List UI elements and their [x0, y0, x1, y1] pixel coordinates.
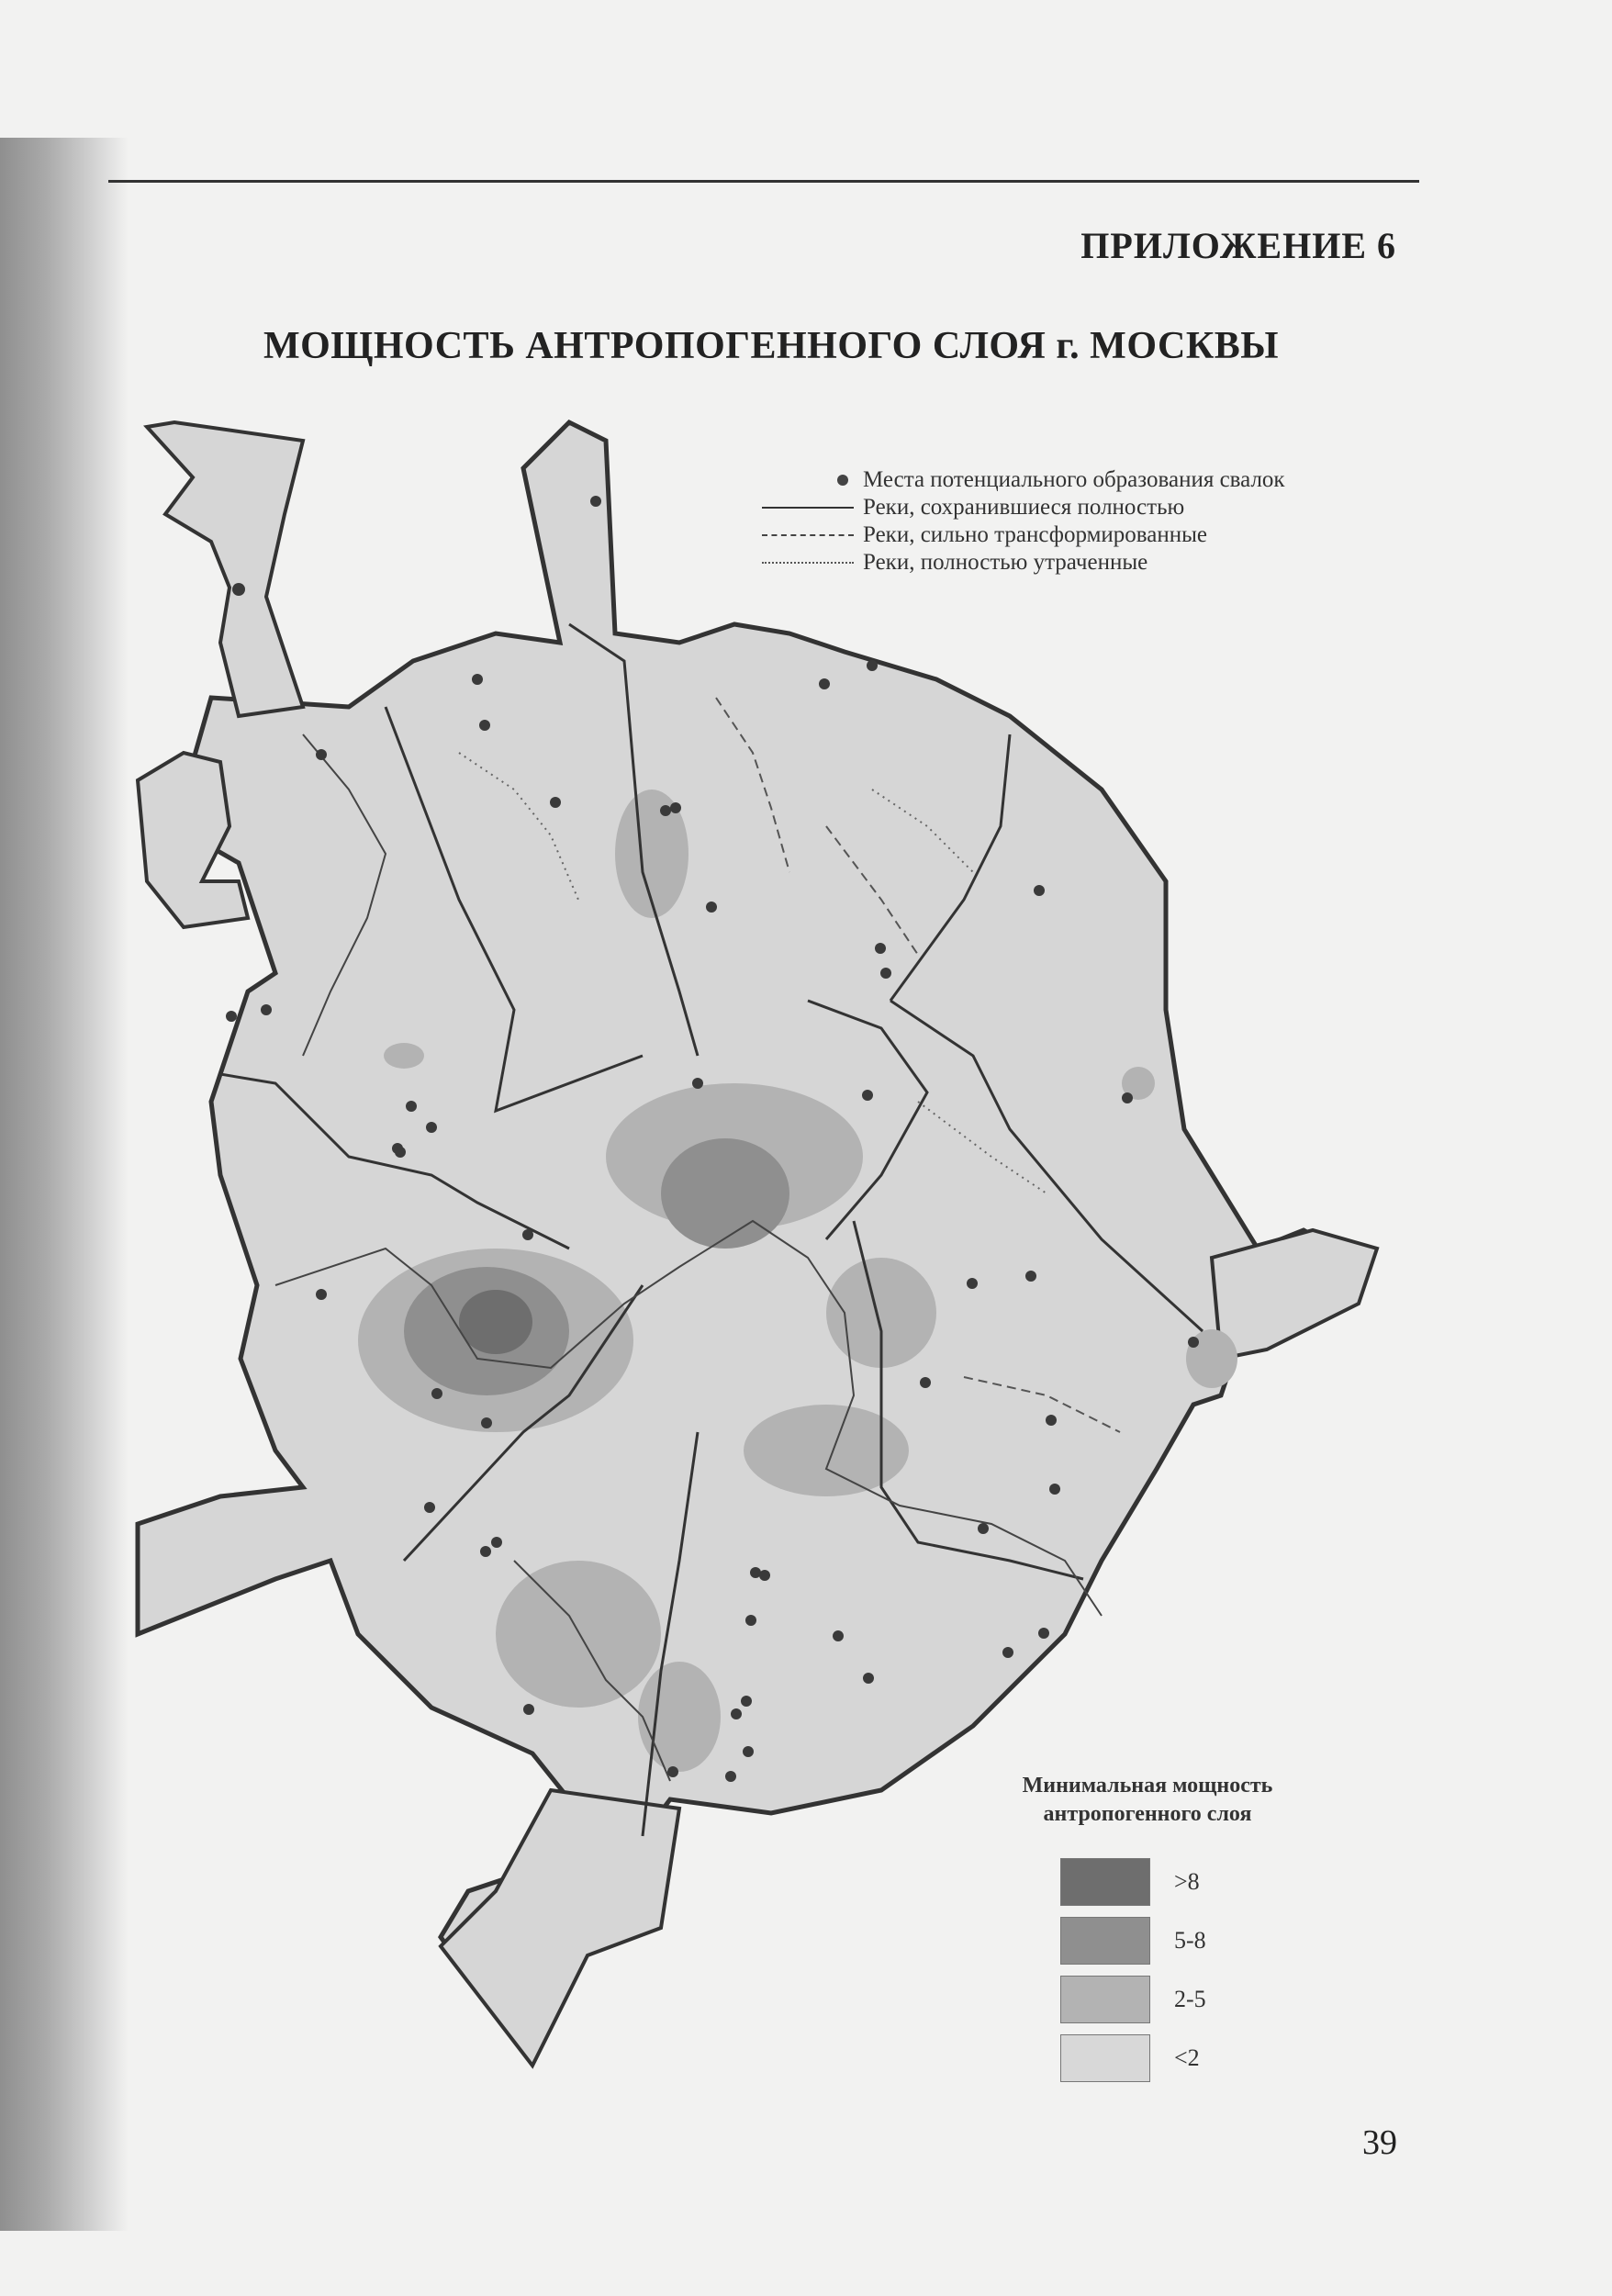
- appendix-label: ПРИЛОЖЕНИЕ 6: [1080, 225, 1396, 266]
- legend-row-rivers-transformed: [753, 521, 1285, 549]
- thickness-legend: [982, 1772, 1313, 2088]
- page-number: 39: [1362, 2123, 1397, 2162]
- thickness-class-label: <2: [1174, 2044, 1200, 2071]
- thickness-class-label: >8: [1174, 1868, 1200, 1895]
- legend-label: Места потенциального образования свалок: [863, 467, 1285, 492]
- thickness-swatch: [1060, 1858, 1150, 1906]
- dump-dot-icon: [837, 475, 848, 486]
- legend-symbol-dashed-line: [753, 521, 854, 549]
- east-appendage: [1212, 1230, 1377, 1359]
- legend-symbol-dot: [753, 466, 854, 494]
- solid-line-icon: [762, 507, 854, 509]
- thickness-class-item: [982, 1911, 1313, 1970]
- thickness-legend-title: [982, 1772, 1313, 1829]
- thickness-swatch: [1060, 1917, 1150, 1965]
- thickness-class-item: [982, 2029, 1313, 2088]
- legend-symbol-dotted-line: [753, 549, 854, 577]
- legend-label: Реки, сильно трансформированные: [863, 522, 1208, 547]
- thickness-legend-title-line1: Минимальная мощность: [1022, 1774, 1273, 1798]
- page-title: МОЩНОСТЬ АНТРОПОГЕННОГО СЛОЯ г. МОСКВЫ: [263, 325, 1280, 367]
- legend-symbol-solid-line: [753, 494, 854, 521]
- thickness-class-label: 2-5: [1174, 1986, 1206, 2012]
- legend-row-rivers-preserved: [753, 494, 1285, 521]
- dotted-line-icon: [762, 562, 854, 564]
- thickness-class-item: [982, 1853, 1313, 1911]
- legend-row-dumps: [753, 466, 1285, 494]
- legend-label: Реки, сохранившиеся полностью: [863, 495, 1185, 520]
- thickness-swatch: [1060, 1976, 1150, 2023]
- thickness-class-item: [982, 1970, 1313, 2029]
- legend-row-rivers-lost: [753, 549, 1285, 577]
- northwest-appendage: [147, 422, 303, 716]
- dashed-line-icon: [762, 534, 854, 536]
- thickness-swatch: [1060, 2034, 1150, 2082]
- map-legend: [753, 466, 1285, 577]
- legend-label: Реки, полностью утраченные: [863, 550, 1148, 575]
- thickness-class-label: 5-8: [1174, 1927, 1206, 1954]
- thickness-legend-title-line2: антропогенного слоя: [1043, 1802, 1252, 1826]
